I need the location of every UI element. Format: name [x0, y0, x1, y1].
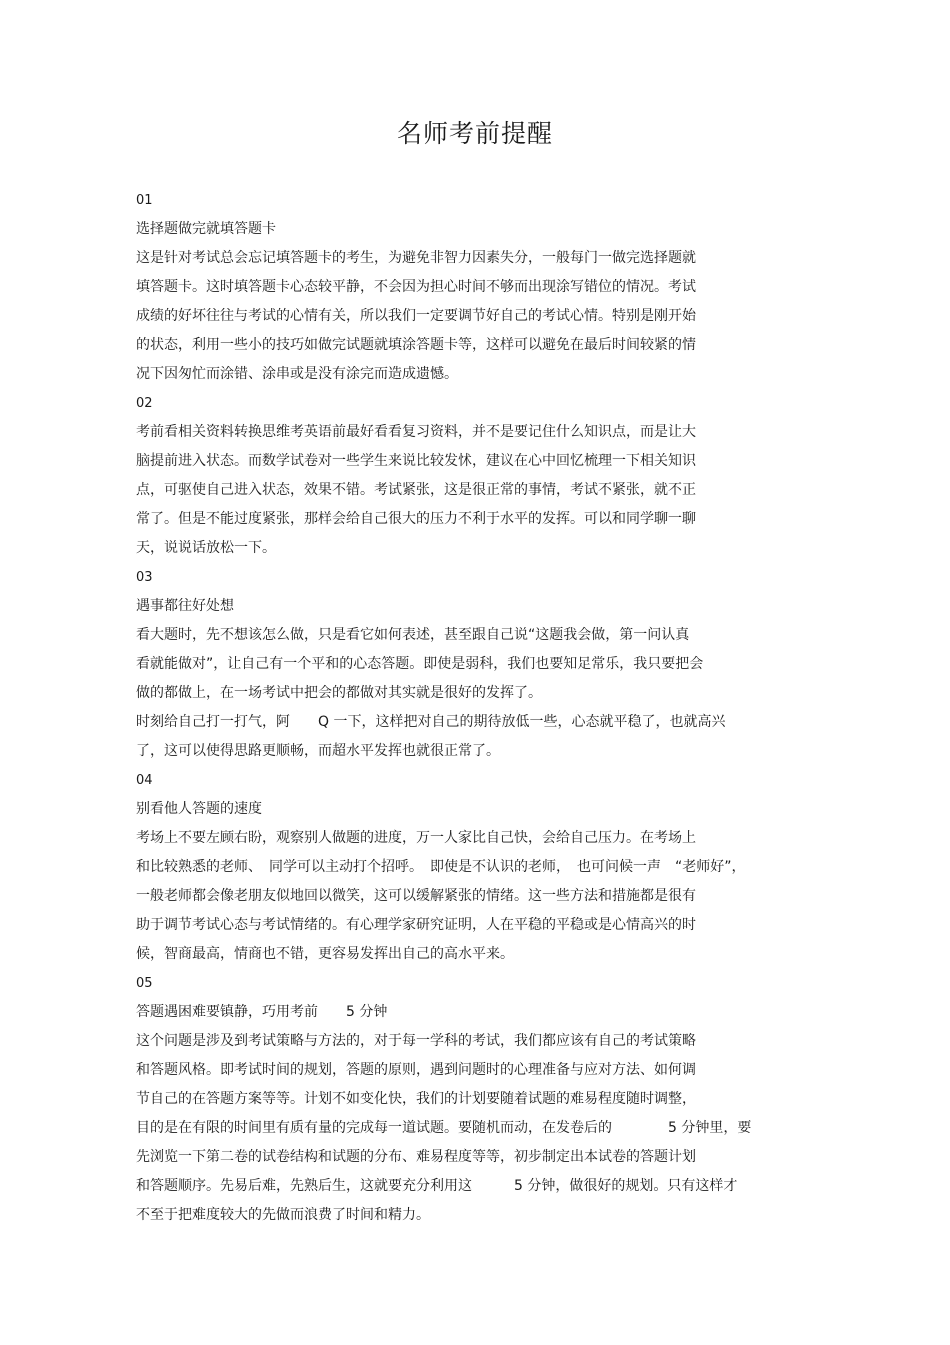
section-number-03: 03 — [136, 570, 153, 585]
paragraph-line: 先浏览一下第二卷的试卷结构和试题的分布、难易程度等等，初步制定出本试卷的答题计划 — [136, 1149, 696, 1165]
paragraph-line: 时刻给自己打一打气，阿 Q 一下，这样把对自己的期待放低一些，心态就平稳了，也就高兴 — [136, 714, 726, 730]
paragraph-line: 助于调节考试心态与考试情绪的。有心理学家研究证明，人在平稳的平稳或是心情高兴的时 — [136, 917, 696, 933]
paragraph-line: 了，这可以使得思路更顺畅，而超水平发挥也就很正常了。 — [136, 743, 500, 759]
paragraph-line: 这个问题是涉及到考试策略与方法的，对于每一学科的考试，我们都应该有自己的考试策略 — [136, 1033, 696, 1049]
section-number-05: 05 — [136, 976, 153, 991]
paragraph-line: 考前看相关资料转换思维考英语前最好看看复习资料，并不是要记住什么知识点，而是让大 — [136, 424, 696, 440]
section-number-01: 01 — [136, 193, 153, 208]
paragraph-line: 看就能做对”，让自己有一个平和的心态答题。即使是弱科，我们也要知足常乐，我只要把会 — [136, 656, 704, 672]
section-heading-01: 选择题做完就填答题卡 — [136, 221, 276, 237]
paragraph-line: 看大题时，先不想该怎么做，只是看它如何表述，甚至跟自己说“这题我会做，第一问认真 — [136, 627, 690, 643]
paragraph-line: 不至于把难度较大的先做而浪费了时间和精力。 — [136, 1207, 430, 1223]
paragraph-line: 和比较熟悉的老师、 同学可以主动打个招呼。 即使是不认识的老师， 也可问候一声 “老师好”， — [136, 859, 746, 875]
section-heading-04: 别看他人答题的速度 — [136, 801, 262, 817]
paragraph-line: 常了。但是不能过度紧张，那样会给自己很大的压力不利于水平的发挥。可以和同学聊一聊 — [136, 511, 696, 527]
section-heading-03: 遇事都往好处想 — [136, 598, 234, 614]
paragraph-line: 做的都做上，在一场考试中把会的都做对其实就是很好的发挥了。 — [136, 685, 542, 701]
paragraph-line: 的状态，利用一些小的技巧如做完试题就填涂答题卡等，这样可以避免在最后时间较紧的情 — [136, 337, 696, 353]
paragraph-line: 节自己的在答题方案等等。计划不如变化快，我们的计划要随着试题的难易程度随时调整， — [136, 1091, 696, 1107]
paragraph-line: 天，说说话放松一下。 — [136, 540, 276, 556]
section-number-02: 02 — [136, 396, 153, 411]
page-title: 名师考前提醒 — [396, 119, 553, 148]
paragraph-line: 和答题风格。即考试时间的规划，答题的原则，遇到问题时的心理准备与应对方法、如何调 — [136, 1062, 696, 1078]
section-heading-05: 答题遇困难要镇静，巧用考前 5 分钟 — [136, 1004, 388, 1020]
paragraph-line: 况下因匆忙而涂错、涂串或是没有涂完而造成遗憾。 — [136, 366, 458, 382]
paragraph-line: 和答题顺序。先易后难，先熟后生，这就要充分利用这 5 分钟，做很好的规划。只有这样才 — [136, 1178, 738, 1194]
paragraph-line: 这是针对考试总会忘记填答题卡的考生，为避免非智力因素失分，一般每门一做完选择题就 — [136, 250, 696, 266]
paragraph-line: 一般老师都会像老朋友似地回以微笑，这可以缓解紧张的情绪。这一些方法和措施都是很有 — [136, 888, 696, 904]
paragraph-line: 考场上不要左顾右盼，观察别人做题的进度，万一人家比自己快，会给自己压力。在考场上 — [136, 830, 696, 846]
paragraph-line: 填答题卡。这时填答题卡心态较平静，不会因为担心时间不够而出现涂写错位的情况。考试 — [136, 279, 696, 295]
paragraph-line: 点，可驱使自己进入状态，效果不错。考试紧张，这是很正常的事情，考试不紧张，就不正 — [136, 482, 696, 498]
section-number-04: 04 — [136, 773, 153, 788]
document-body — [136, 186, 826, 1230]
paragraph-line: 候，智商最高，情商也不错，更容易发挥出自己的高水平来。 — [136, 946, 514, 962]
paragraph-line: 成绩的好坏往往与考试的心情有关，所以我们一定要调节好自己的考试心情。特别是刚开始 — [136, 308, 696, 324]
paragraph-line: 脑提前进入状态。而数学试卷对一些学生来说比较发怵，建议在心中回忆梳理一下相关知识 — [136, 453, 696, 469]
paragraph-line: 目的是在有限的时间里有质有量的完成每一道试题。要随机而动，在发卷后的 5 分钟里，要 — [136, 1120, 752, 1136]
